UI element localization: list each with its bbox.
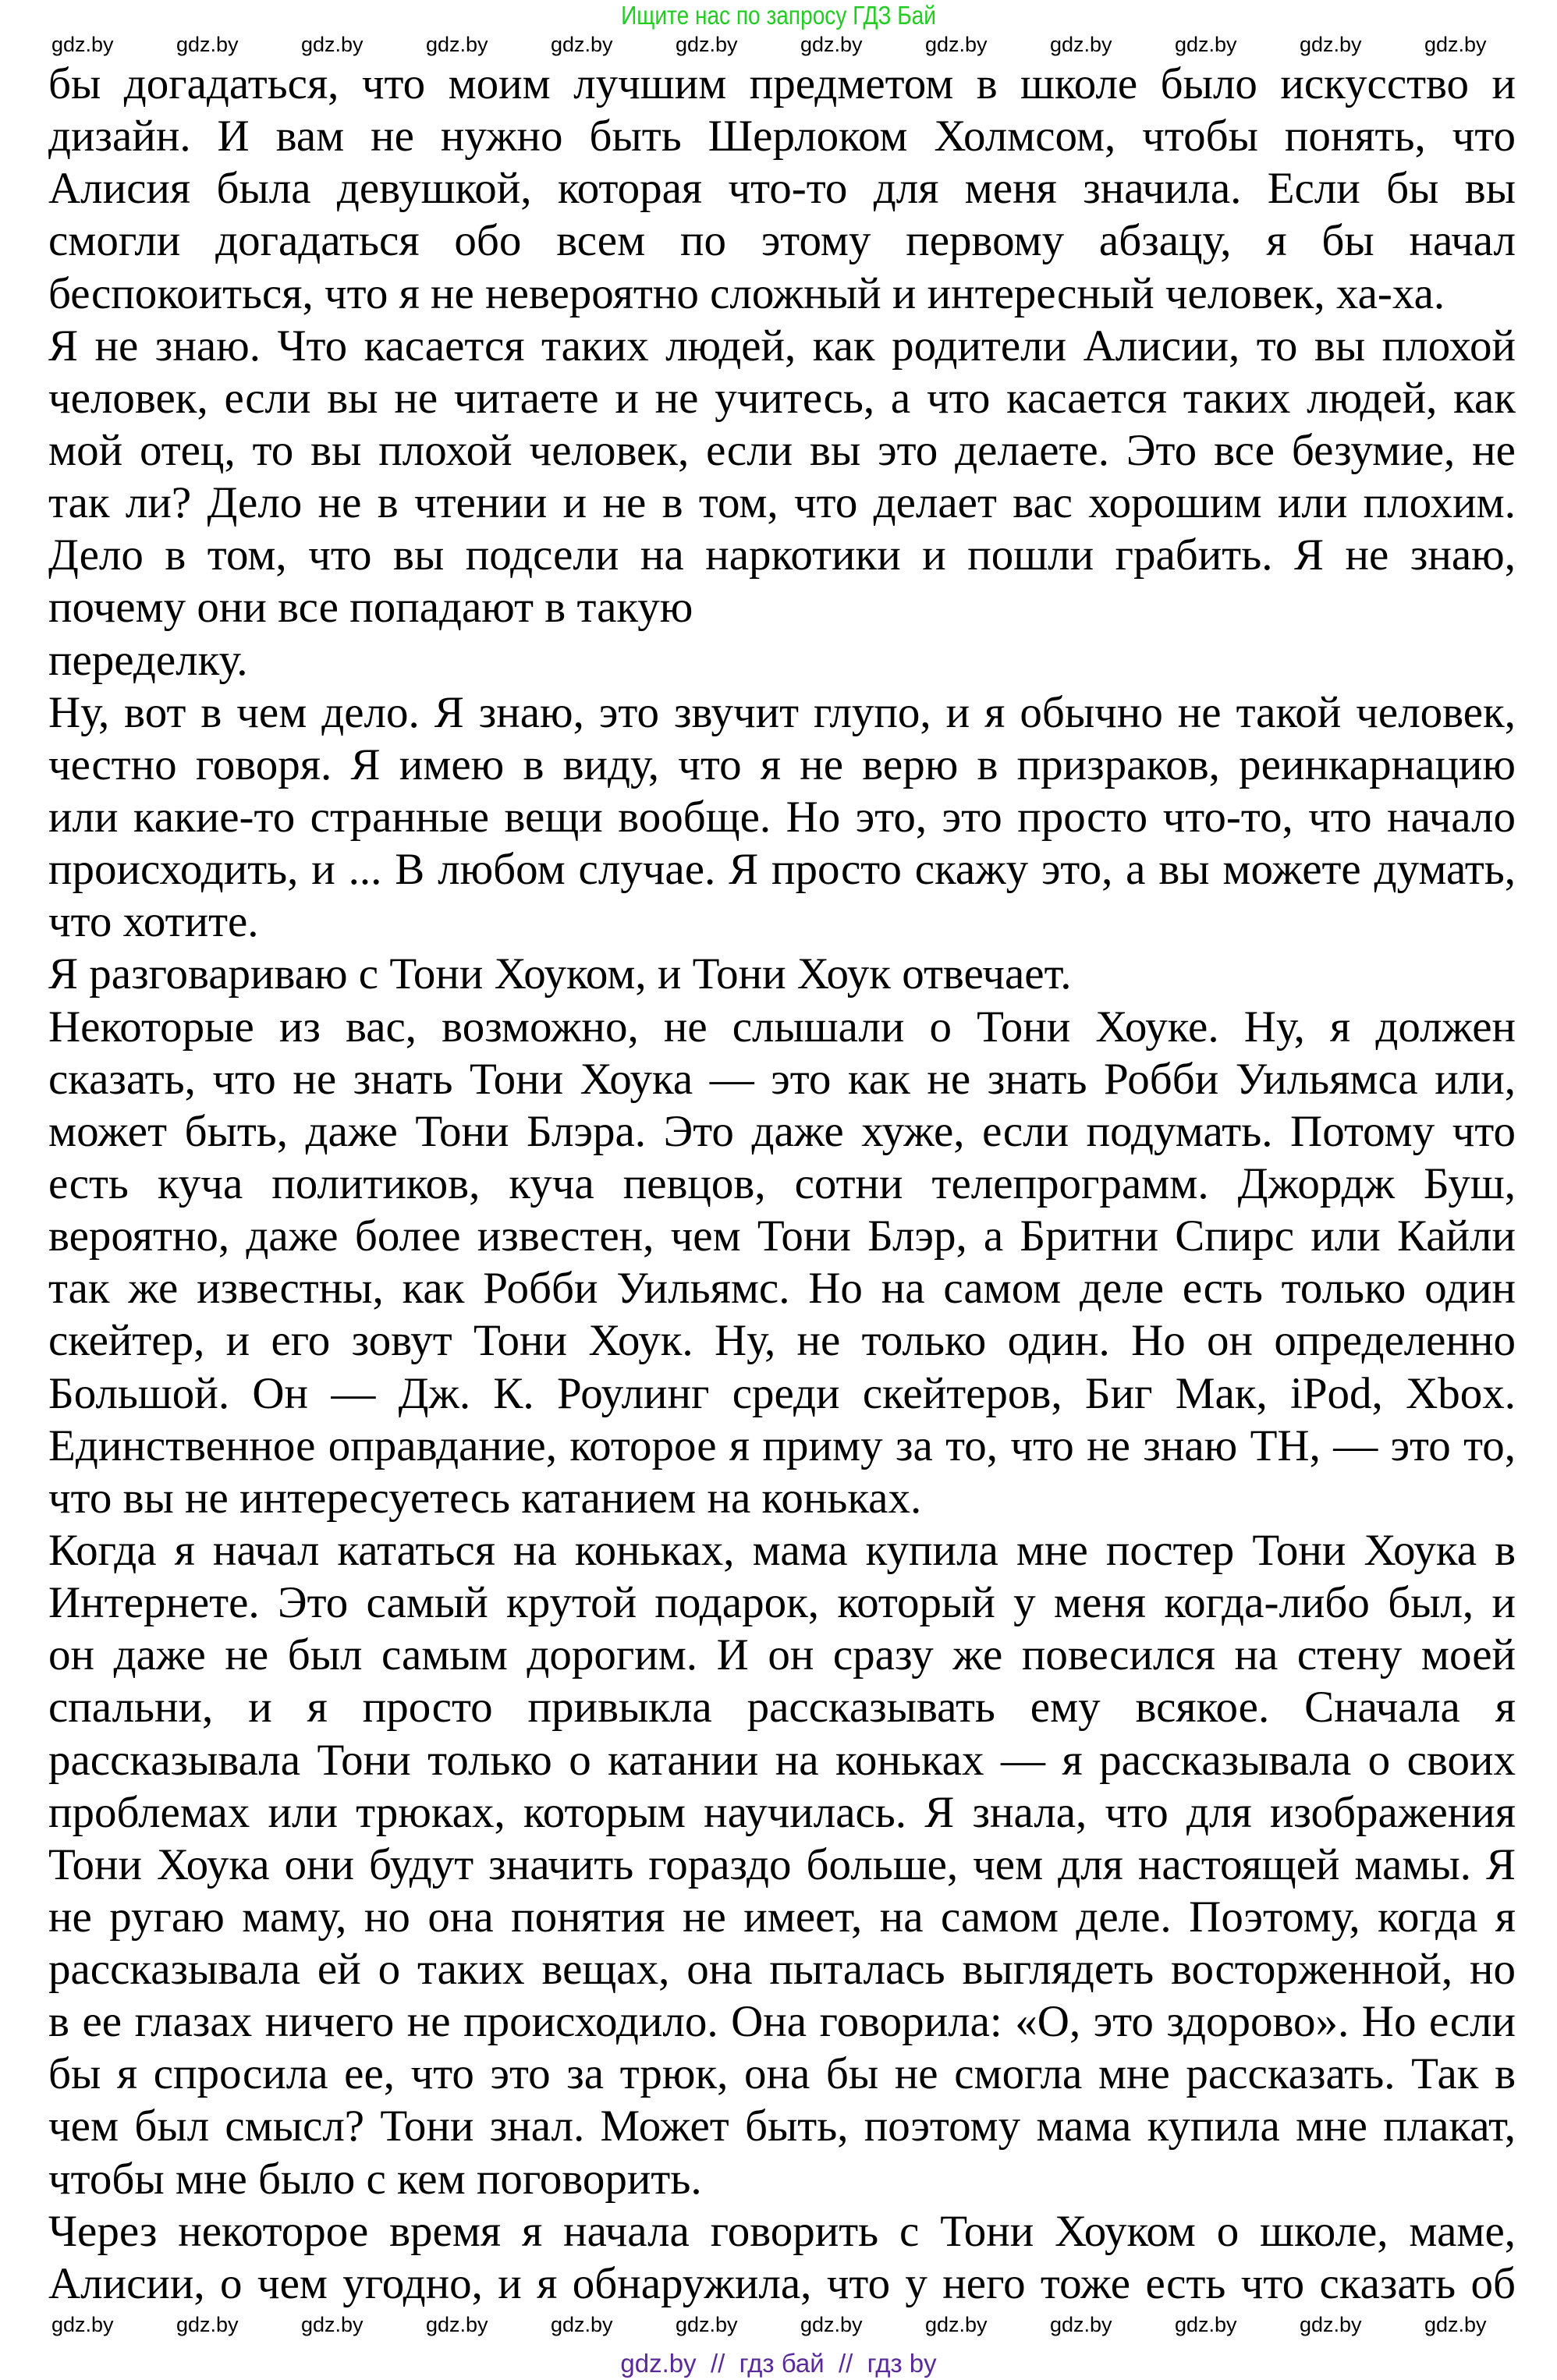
watermark-label: gdz.by (925, 33, 988, 56)
text-line: скейтер, и его зовут Тони Хоук. Ну, не только один. Но он определенно (48, 1316, 1516, 1366)
watermark-label: gdz.by (1424, 33, 1487, 56)
text-line: человек, если вы не читаете и не учитесь, а что касается таких людей, как (48, 373, 1516, 423)
text-line: что вы не интересуетесь катанием на коньках. (48, 1473, 922, 1523)
watermark-label: gdz.by (1050, 2313, 1112, 2336)
watermark-label: gdz.by (1175, 33, 1237, 56)
search-hint-banner: Ищите нас по запросу ГДЗ Бай (621, 1, 936, 30)
text-line: Тони Хоука они будут значить гораздо больше, чем для настоящей мамы. Я (48, 1839, 1516, 1889)
text-line: Единственное оправдание, которое я приму за то, что не знаю TH, — это то, (48, 1421, 1516, 1470)
text-line: дизайн. И вам не нужно быть Шерлоком Холмсом, чтобы понять, что (48, 112, 1516, 161)
watermark-label: gdz.by (1300, 33, 1362, 56)
text-line: честно говоря. Я имею в виду, что я не верю в призраков, реинкарнацию (48, 740, 1516, 789)
text-line: бы я спросила ее, что это за трюк, она бы не смогла мне рассказать. Так в (48, 2049, 1516, 2099)
watermark-label: gdz.by (800, 2313, 863, 2336)
text-line: Ну, вот в чем дело. Я знаю, это звучит глупо, и я обычно не такой человек, (48, 687, 1516, 737)
text-line: беспокоиться, что я не невероятно сложный и интересный человек, ха-ха. (48, 268, 1445, 318)
watermark-label: gdz.by (1424, 2313, 1487, 2336)
text-line: Интернете. Это самый крутой подарок, который у меня когда-либо был, и (48, 1578, 1516, 1628)
text-line: в ее глазах ничего не происходило. Она говорила: «О, это здорово». Но если (48, 1997, 1516, 2047)
watermark-label: gdz.by (551, 2313, 613, 2336)
watermark-label: gdz.by (176, 33, 239, 56)
watermark-label: gdz.by (1050, 33, 1112, 56)
text-line: сказать, что не знать Тони Хоука — это как не знать Робби Уильямса или, (48, 1054, 1516, 1104)
text-line: бы догадаться, что моим лучшим предметом в школе было искусство и (48, 59, 1516, 108)
text-line: переделку. (48, 635, 248, 685)
text-line: или какие-то странные вещи вообще. Но это, это просто что-то, что начало (48, 792, 1516, 842)
watermark-label: gdz.by (676, 33, 738, 56)
text-line: не ругаю маму, но она понятия не имеет, на самом деле. Поэтому, когда я (48, 1892, 1516, 1942)
watermark-label: gdz.by (51, 2313, 114, 2336)
text-line: может быть, даже Тони Блэра. Это даже хуже, если подумать. Потому что (48, 1106, 1516, 1156)
text-line: спальни, и я просто привыкла рассказывать ему всякое. Сначала я (48, 1683, 1516, 1733)
text-line: он даже не был самым дорогим. И он сразу же повесился на стену моей (48, 1630, 1516, 1680)
watermark-label: gdz.by (176, 2313, 239, 2336)
watermark-label: gdz.by (1175, 2313, 1237, 2336)
text-line: смогли догадаться обо всем по этому первому абзацу, я бы начал (48, 216, 1516, 266)
watermark-label: gdz.by (51, 33, 114, 56)
text-line: так же известны, как Робби Уильямс. Но на самом деле есть только один (48, 1264, 1516, 1314)
text-line: вероятно, даже более известен, чем Тони Блэр, а Бритни Спирс или Кайли (48, 1211, 1516, 1261)
watermark-label: gdz.by (925, 2313, 988, 2336)
text-line: так ли? Дело не в чтении и не в том, что делает вас хорошим или плохим. (48, 478, 1516, 528)
text-line: почему они все попадают в такую (48, 583, 693, 633)
text-line: происходить, и ... В любом случае. Я просто скажу это, а вы можете думать, (48, 845, 1516, 895)
watermark-label: gdz.by (800, 33, 863, 56)
text-line: Алисии, о чем угодно, и я обнаружила, что у него тоже есть что сказать об (48, 2258, 1516, 2308)
text-line: мой отец, то вы плохой человек, если вы это делаете. Это все безумие, не (48, 425, 1516, 475)
text-line: Некоторые из вас, возможно, не слышали о Тони Хоуке. Ну, я должен (48, 1002, 1516, 1052)
watermark-label: gdz.by (1300, 2313, 1362, 2336)
watermark-label: gdz.by (301, 33, 364, 56)
text-line: есть куча политиков, куча певцов, сотни телепрограмм. Джордж Буш, (48, 1158, 1516, 1208)
watermark-label: gdz.by (676, 2313, 738, 2336)
text-line: Через некоторое время я начала говорить с Тони Хоуком о школе, маме, (48, 2206, 1516, 2256)
document-body (48, 58, 1516, 2310)
watermark-label: gdz.by (426, 2313, 488, 2336)
text-line: Когда я начал кататься на коньках, мама купила мне постер Тони Хоука в (48, 1525, 1516, 1575)
text-line: чем был смысл? Тони знал. Может быть, поэтому мама купила мне плакат, (48, 2102, 1516, 2151)
text-line: Дело в том, что вы подсели на наркотики и пошли грабить. Я не знаю, (48, 530, 1516, 580)
text-line: что хотите. (48, 897, 259, 947)
watermark-label: gdz.by (551, 33, 613, 56)
text-line: Большой. Он — Дж. К. Роулинг среди скейтеров, Биг Мак, iPod, Xbox. (48, 1368, 1516, 1418)
text-line: рассказывала ей о таких вещах, она пыталась выглядеть восторженной, но (48, 1945, 1516, 1995)
text-line: проблемах или трюках, которым научилась. Я знала, что для изображения (48, 1787, 1516, 1837)
text-line: Алисия была девушкой, которая что-то для меня значила. Если бы вы (48, 164, 1516, 214)
text-line: Я разговариваю с Тони Хоуком, и Тони Хоук отвечает. (48, 949, 1072, 999)
text-line: чтобы мне было с кем поговорить. (48, 2154, 702, 2204)
text-line: рассказывала Тони только о катании на коньках — я рассказывала о своих (48, 1735, 1516, 1785)
watermark-label: gdz.by (426, 33, 488, 56)
text-line: Я не знаю. Что касается таких людей, как родители Алисии, то вы плохой (48, 321, 1516, 371)
watermark-label: gdz.by (301, 2313, 364, 2336)
footer-links[interactable]: gdz.by // гдз бай // гдз by (620, 2349, 937, 2378)
